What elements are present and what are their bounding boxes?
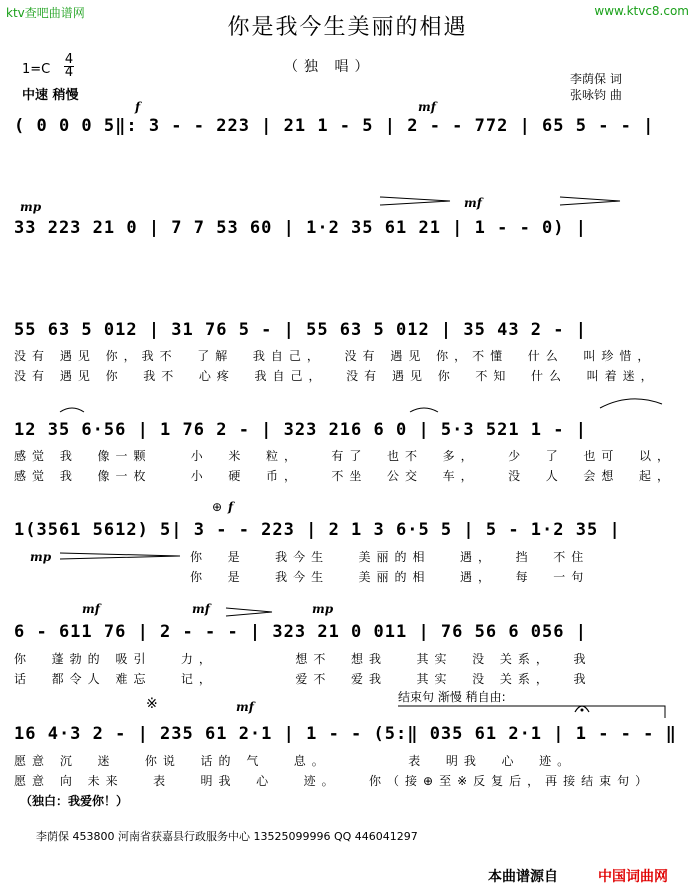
lyrics-verse-2: 话 都令人 难忘 记， 爱不 爱我 其实 没 关系， 我	[14, 672, 592, 686]
lyrics-verse-1: 感觉 我 像一颗 小 米 粒， 有了 也不 多， 少 了 也可 以，	[14, 449, 675, 463]
dynamic-mark: mp	[312, 602, 334, 616]
spoken-line: （独白：我爱你！）	[20, 794, 129, 808]
source-site: 中国词曲网	[598, 869, 668, 885]
lyrics-verse-2: 感觉 我 像一枚 小 硬 币， 不坐 公交 车， 没 人 会想 起，	[14, 469, 675, 483]
decrescendo-hairpin	[560, 197, 620, 205]
coda-symbol: ⊕	[212, 500, 223, 514]
dynamic-mark: mp	[30, 550, 52, 564]
score-row-notes: ( 0 0 0 5‖: 3 - - 223 | 21 1 - 5 | 2 - - 772 | 65 5 - - |	[14, 116, 655, 136]
lyrics-verse-1: 没有 遇见 你，我不 了解 我自己， 没有 遇见 你，不懂 什么 叫珍惜，	[14, 349, 656, 363]
time-sig-denominator: 4	[64, 65, 74, 80]
page-title: 你是我今生美丽的相遇	[227, 15, 468, 40]
lyrics-verse-1: 你 是 我今生 美丽的相 遇， 挡 不住	[190, 550, 590, 564]
dynamic-mark: mf	[82, 602, 100, 616]
dynamic-mark: f	[228, 500, 234, 514]
composer-credit: 张咏钧 曲	[570, 88, 622, 102]
dynamic-mark: mf	[192, 602, 210, 616]
source-label: 本曲谱源自	[488, 869, 558, 885]
lyricist-credit: 李荫保 词	[570, 72, 622, 86]
score-row-notes: 12 35 6·56 | 1 76 2 - | 323 216 6 0 | 5·3 521 1 - |	[14, 420, 587, 440]
tempo-marking: 中速 稍慢	[22, 88, 79, 103]
dynamic-mark: mf	[464, 196, 482, 210]
decrescendo-hairpin	[60, 553, 180, 559]
lyrics-verse-2: 你 是 我今生 美丽的相 遇， 每 一句	[190, 570, 590, 584]
score-row-notes: 1(3561 5612) 5| 3 - - 223 | 2 1 3 6·5 5 | 5 - 1·2 35 |	[14, 520, 621, 540]
dynamic-mark: mp	[20, 200, 42, 214]
watermark-left: ktv查吧曲谱网	[6, 6, 85, 20]
watermark-right: www.ktvc8.com	[594, 4, 689, 18]
contact-footer: 李荫保 453800 河南省获嘉县行政服务中心 13525099996 QQ 446041297	[36, 830, 418, 843]
segno-symbol: ※	[146, 696, 158, 712]
subtitle: （独 唱）	[284, 59, 375, 75]
lyrics-verse-1: 你 蓬勃的 吸引 力， 想不 想我 其实 没 关系， 我	[14, 652, 592, 666]
decrescendo-hairpin	[226, 608, 272, 616]
score-row-notes: 55 63 5 012 | 31 76 5 - | 55 63 5 012 | 35 43 2 - |	[14, 320, 587, 340]
dynamic-mark: f	[135, 100, 141, 114]
slur	[410, 408, 438, 412]
lyrics-verse-2: 愿意 向 未来 表 明我 心 迹。 你（接⊕至※反复后，再接结束句）	[14, 774, 654, 788]
score-row-notes: 33 223 21 0 | 7 7 53 60 | 1·2 35 61 21 | 1 - - 0) |	[14, 218, 587, 238]
slur	[60, 408, 84, 412]
lyrics-verse-2: 没有 遇见 你 我不 心疼 我自己， 没有 遇见 你 不知 什么 叫着迷，	[14, 369, 659, 383]
score-row-notes: 16 4·3 2 - | 235 61 2·1 | 1 - - (5:‖ 035 61 2·1 | 1 - - - ‖	[14, 724, 677, 744]
score-row-notes: 6 - 611 76 | 2 - - - | 323 21 0 011 | 76 56 6 056 |	[14, 622, 587, 642]
crescendo-hairpin	[380, 197, 450, 205]
key-signature: 1=C	[22, 62, 51, 77]
dynamic-mark: mf	[418, 100, 436, 114]
ending-instruction: 结束句 渐慢 稍自由:	[398, 690, 506, 704]
lyrics-verse-1: 愿意 沉 迷 你说 话的 气 息。 表 明我 心 迹。	[14, 754, 576, 768]
time-sig-numerator: 4	[64, 52, 74, 67]
ending-bracket	[398, 706, 665, 718]
fermata-dot	[581, 709, 584, 712]
dynamic-mark: mf	[236, 700, 254, 714]
slur	[600, 399, 662, 408]
